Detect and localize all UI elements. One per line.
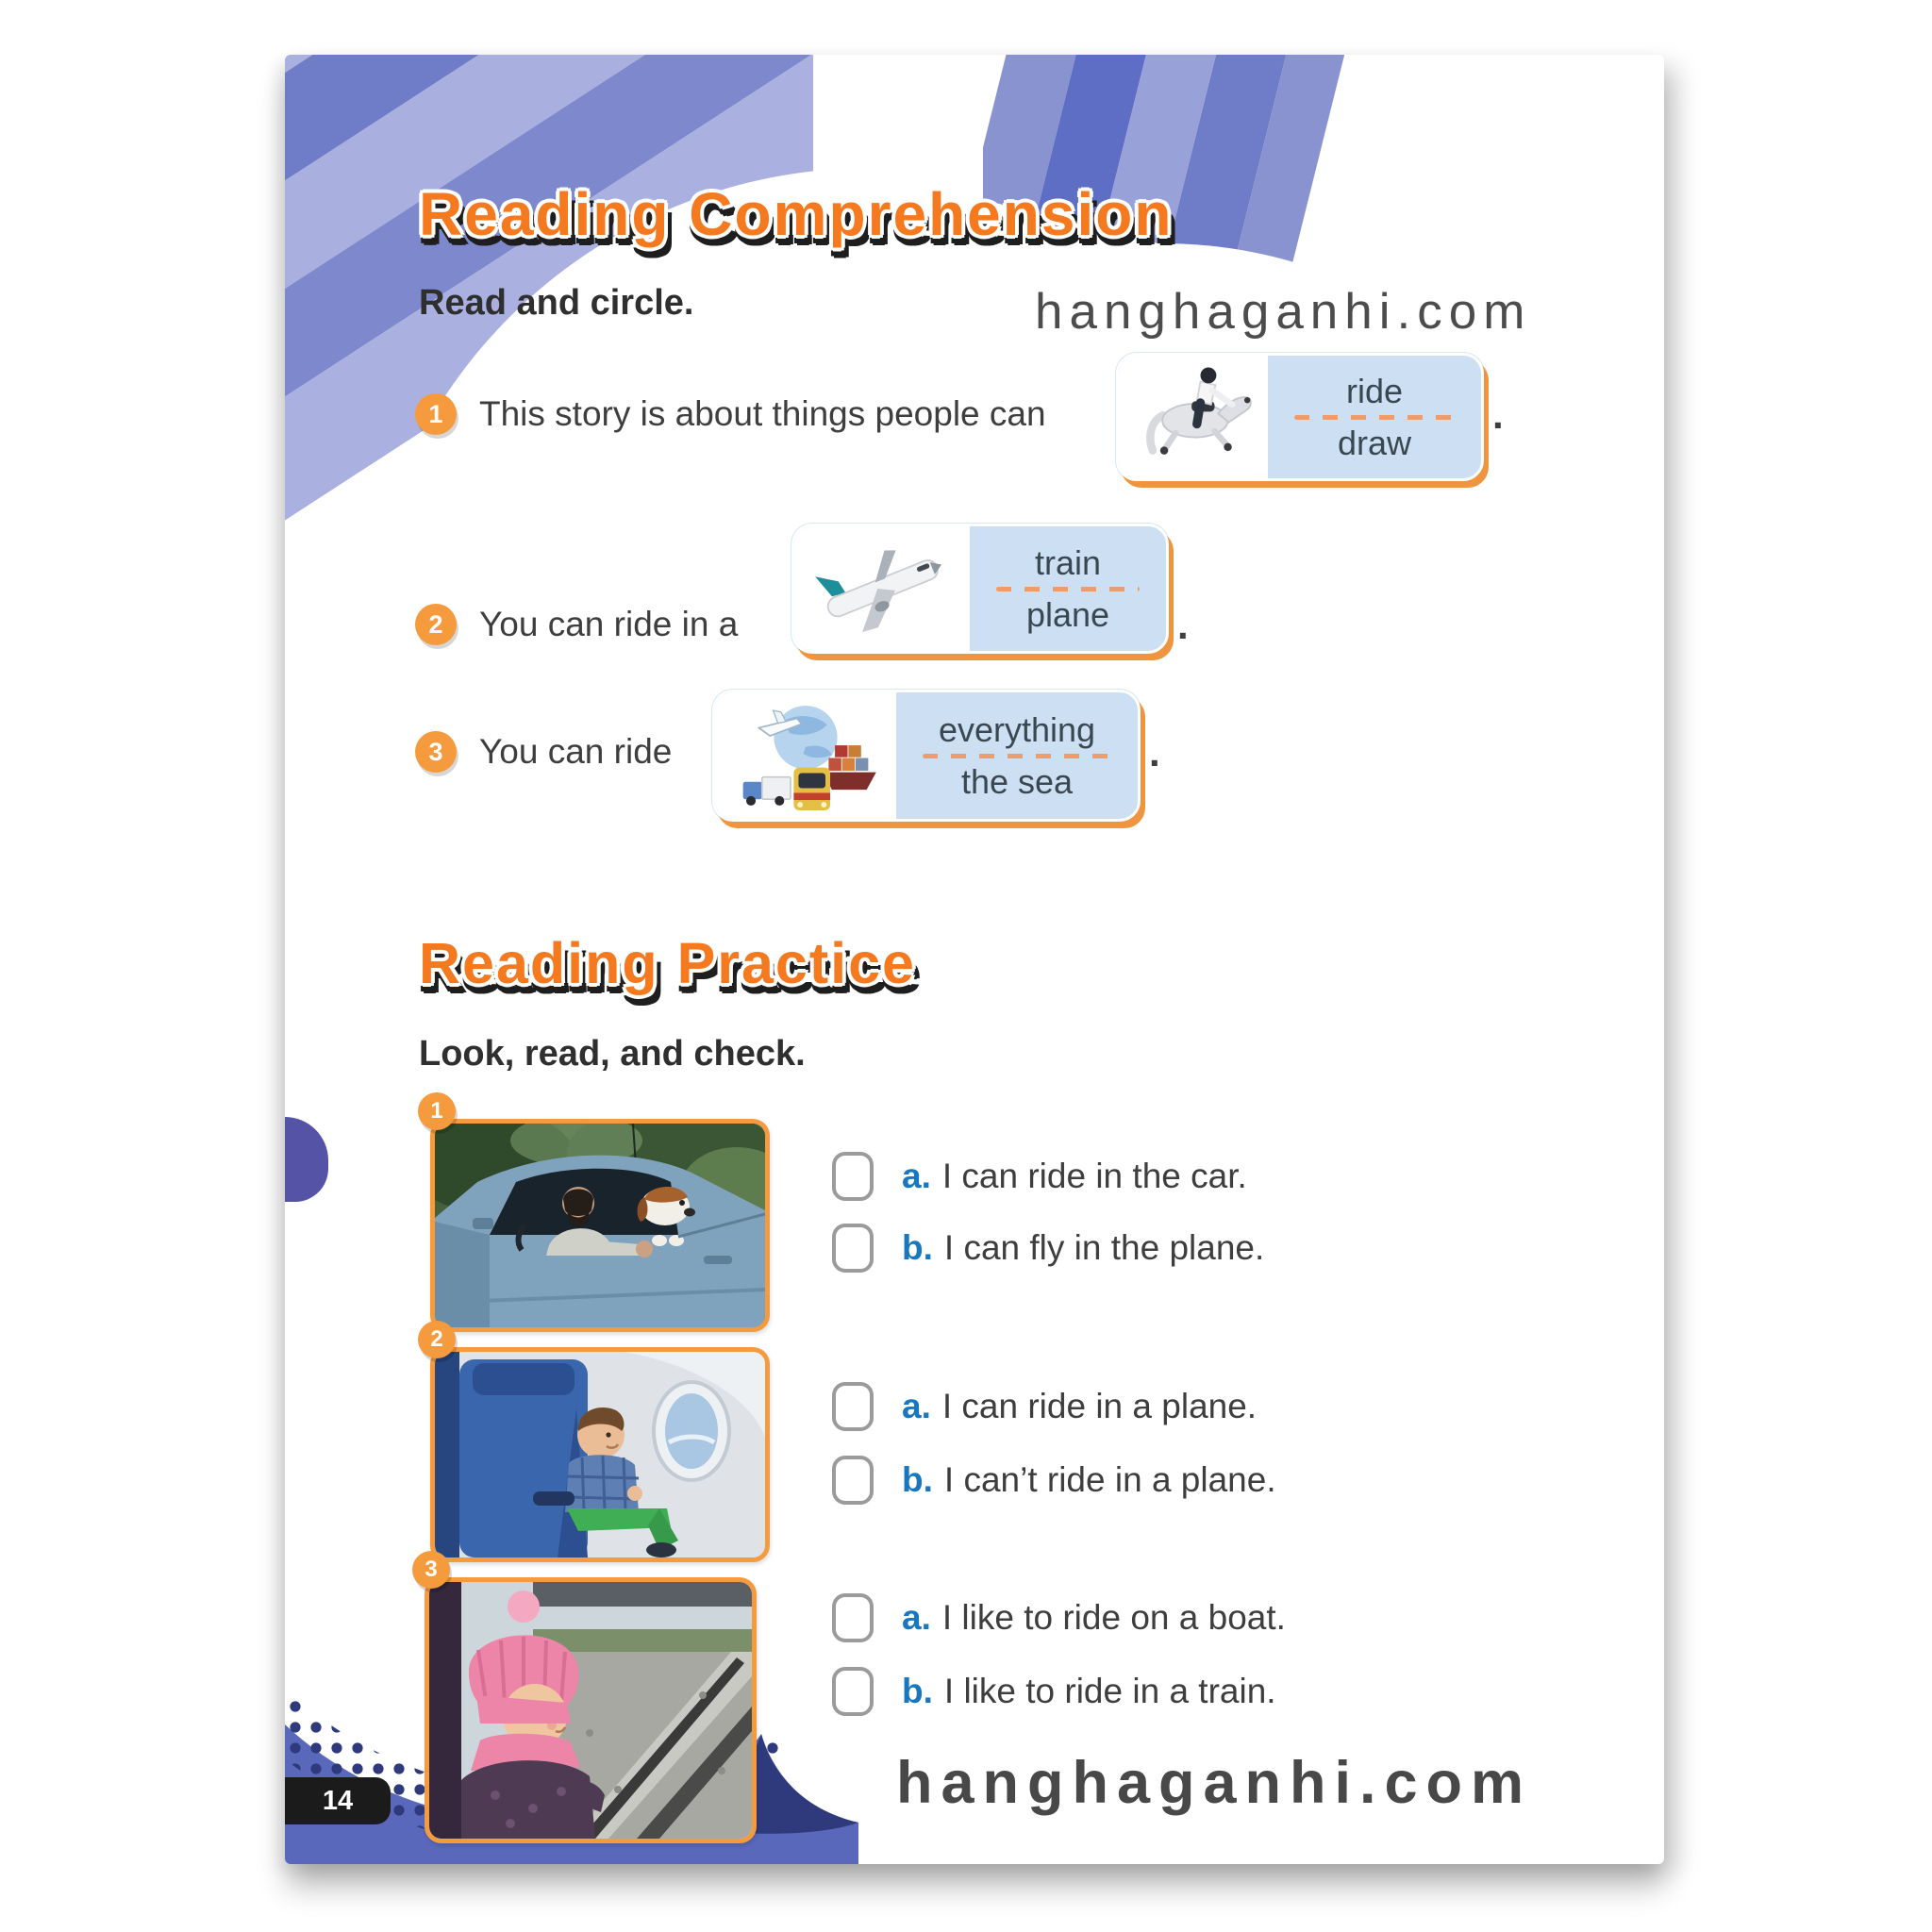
watermark-top: hanghaganhi.com — [1035, 284, 1532, 340]
left-edge-blob-decoration — [285, 1117, 328, 1202]
option-text: I can ride in a plane. — [941, 1387, 1257, 1425]
question-3-choices — [896, 692, 1138, 819]
airplane-image — [794, 526, 970, 651]
item-2-option-a — [832, 1379, 1257, 1434]
airplane-icon — [799, 531, 965, 646]
option-letter: b. — [902, 1228, 933, 1267]
option-text: I like to ride on a boat. — [941, 1598, 1286, 1637]
option-letter: a. — [902, 1387, 931, 1425]
item-3-badge: 3 — [412, 1551, 450, 1589]
section2-title: Reading Practice — [419, 931, 916, 995]
page-number-tab — [285, 1777, 391, 1824]
horse-rider-image — [1119, 356, 1268, 478]
item-3-option-a — [832, 1591, 1286, 1645]
photo-dog-in-car — [430, 1119, 770, 1332]
option-letter: a. — [902, 1598, 931, 1637]
option-text: I can fly in the plane. — [943, 1228, 1265, 1267]
question-1-choices — [1268, 356, 1481, 478]
transport-collage-image — [715, 692, 896, 819]
option-text: I can ride in the car. — [941, 1157, 1247, 1195]
item-2-option-a-checkbox[interactable] — [832, 1382, 874, 1431]
section1-instruction: Read and circle. — [419, 283, 694, 323]
option-text: I can’t ride in a plane. — [943, 1460, 1276, 1499]
photo-boy-in-plane — [430, 1347, 770, 1562]
section2-instruction: Look, read, and check. — [419, 1034, 806, 1074]
option-text: I like to ride in a train. — [943, 1672, 1276, 1710]
option-letter: b. — [902, 1672, 933, 1710]
page-number: 14 — [322, 1785, 354, 1816]
dashed-divider — [923, 754, 1111, 758]
question-2-text: You can ride in a — [479, 605, 739, 643]
question-1-period: . — [1492, 392, 1504, 437]
choice-option[interactable]: the sea — [960, 761, 1074, 801]
item-1-option-b — [832, 1221, 1264, 1275]
question-2-badge: 2 — [415, 604, 457, 645]
transport-collage-icon — [720, 696, 891, 815]
girl-on-train-illustration — [429, 1582, 752, 1839]
question-2-choices — [970, 526, 1166, 651]
item-3-option-b — [832, 1664, 1276, 1719]
item-1-option-b-checkbox[interactable] — [832, 1224, 874, 1273]
photo-girl-on-train — [425, 1577, 757, 1843]
choice-option[interactable]: train — [1034, 543, 1102, 583]
dashed-divider — [996, 587, 1140, 591]
choice-option[interactable]: everything — [938, 710, 1096, 750]
item-2-option-b — [832, 1453, 1276, 1507]
item-2-badge: 2 — [418, 1321, 456, 1358]
question-1-badge: 1 — [415, 393, 457, 435]
item-3-option-b-checkbox[interactable] — [832, 1667, 874, 1716]
item-2-option-b-checkbox[interactable] — [832, 1456, 874, 1505]
watermark-bottom: hanghaganhi.com — [896, 1750, 1533, 1816]
item-1-option-a — [832, 1149, 1247, 1204]
workbook-page — [285, 55, 1664, 1864]
dog-in-car-illustration — [435, 1124, 765, 1327]
option-letter: b. — [902, 1460, 933, 1499]
boy-in-plane-illustration — [435, 1352, 765, 1557]
question-3-badge: 3 — [415, 731, 457, 773]
question-1-choice-box — [1116, 353, 1484, 481]
question-1-text: This story is about things people can — [479, 394, 1046, 433]
item-3-option-a-checkbox[interactable] — [832, 1593, 874, 1642]
question-3-period: . — [1149, 730, 1160, 774]
section1-title: Reading Comprehension — [419, 180, 1174, 248]
horse-rider-icon — [1123, 361, 1264, 473]
top-right-stripes-decoration — [983, 55, 1379, 291]
item-1-option-a-checkbox[interactable] — [832, 1152, 874, 1201]
choice-option[interactable]: plane — [1025, 594, 1110, 634]
dashed-divider — [1294, 415, 1455, 420]
question-3-text: You can ride — [479, 732, 673, 771]
option-letter: a. — [902, 1157, 931, 1195]
item-1-badge: 1 — [418, 1092, 456, 1130]
choice-option[interactable]: draw — [1337, 423, 1412, 462]
choice-option[interactable]: ride — [1345, 372, 1404, 411]
question-2-period: . — [1177, 603, 1189, 647]
question-2-choice-box — [791, 524, 1169, 654]
question-3-choice-box — [712, 690, 1141, 822]
